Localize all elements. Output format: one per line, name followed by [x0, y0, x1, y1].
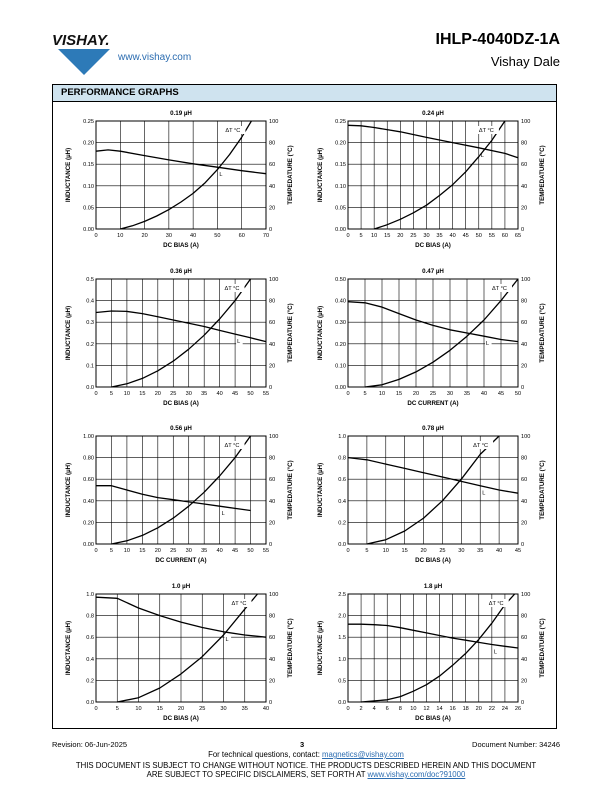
x-tick-label: 12 — [423, 706, 430, 712]
y2-tick-label: 80 — [269, 298, 276, 305]
y2-tick-label: 100 — [521, 434, 531, 440]
y-tick-label: 0.00 — [83, 542, 94, 548]
y2-tick-label: 0 — [521, 542, 525, 548]
website-link[interactable]: www.vishay.com — [118, 52, 192, 63]
y-tick-label: 0.00 — [335, 227, 346, 233]
y2-tick-label: 100 — [521, 592, 531, 598]
x-tick-label: 50 — [214, 233, 221, 239]
x-tick-label: 0 — [94, 706, 98, 712]
x-tick-label: 15 — [139, 548, 146, 554]
y2-tick-label: 80 — [521, 455, 528, 462]
y2-tick-label: 80 — [269, 455, 276, 462]
y2-tick-label: 20 — [269, 205, 276, 212]
y2-tick-label: 0 — [269, 385, 273, 391]
y-tick-label: 0.4 — [86, 298, 94, 305]
plot-frame — [96, 436, 266, 544]
y-tick-label: 0.05 — [335, 205, 346, 212]
contact-line — [0, 750, 612, 759]
delta-t-label: ΔT °C — [231, 601, 247, 607]
y2-tick-label: 60 — [269, 320, 276, 327]
y-tick-label: 0.5 — [86, 277, 94, 283]
delta-t-label: ΔT °C — [492, 286, 507, 292]
x-tick-label: 55 — [262, 391, 270, 397]
y2-tick-label: 0 — [269, 700, 273, 706]
x-tick-label: 15 — [139, 391, 146, 397]
l-label: L — [237, 339, 241, 346]
x-tick-label: 45 — [231, 548, 239, 554]
x-tick-label: 0 — [94, 391, 98, 397]
x-tick-label: 10 — [123, 548, 131, 554]
x-tick-label: 40 — [190, 233, 197, 239]
y2-tick-label: 80 — [521, 298, 528, 305]
y-tick-label: 0.6 — [86, 635, 94, 642]
y2-tick-label: 60 — [269, 477, 276, 484]
x-tick-label: 16 — [449, 706, 456, 712]
graph-0-56uh — [58, 419, 303, 569]
y-tick-label: 0.4 — [86, 656, 94, 663]
x-tick-label: 20 — [420, 548, 427, 554]
y-tick-label: 2.0 — [338, 613, 346, 620]
y-tick-label: 0.0 — [338, 542, 346, 548]
y-tick-label: 1.0 — [338, 656, 346, 663]
x-tick-label: 40 — [216, 391, 223, 397]
y2-tick-label: 80 — [269, 140, 276, 147]
x-tick-label: 14 — [436, 706, 443, 712]
x-tick-label: 15 — [384, 233, 391, 239]
x-axis-label: DC BIAS (A) — [415, 557, 451, 564]
y-axis-label: INDUCTANCE (µH) — [317, 305, 324, 361]
x-tick-label: 5 — [115, 706, 119, 712]
y2-tick-label: 80 — [269, 613, 276, 620]
y-axis-label: INDUCTANCE (µH) — [65, 305, 72, 361]
y2-tick-label: 0 — [521, 700, 525, 706]
x-tick-label: 5 — [359, 233, 363, 239]
y-tick-label: 0.3 — [86, 320, 94, 327]
delta-t-label: ΔT °C — [478, 128, 494, 134]
y2-tick-label: 60 — [521, 477, 528, 484]
x-tick-label: 30 — [185, 391, 192, 397]
y2-tick-label: 20 — [269, 678, 276, 685]
x-tick-label: 5 — [363, 391, 367, 397]
x-axis-label: DC CURRENT (A) — [155, 557, 207, 564]
y2-tick-label: 100 — [269, 592, 279, 598]
y2-tick-label: 40 — [269, 498, 276, 505]
x-axis-label: DC CURRENT (A) — [407, 400, 459, 407]
vishay-logo — [52, 28, 116, 76]
logo-wordmark: VISHAY. — [52, 32, 110, 49]
logo-triangle-icon — [58, 49, 110, 75]
plot-frame — [348, 121, 518, 229]
y-tick-label: 1.5 — [338, 635, 346, 642]
x-tick-label: 35 — [477, 548, 484, 554]
temperature-rise-curve — [365, 279, 518, 387]
y2-tick-label: 0 — [269, 227, 273, 233]
x-tick-label: 50 — [247, 391, 254, 397]
y2-tick-label: 40 — [521, 656, 528, 663]
x-tick-label: 55 — [262, 548, 270, 554]
brand-name: Vishay Dale — [490, 54, 560, 69]
contact-prefix: For technical questions, contact: — [208, 750, 323, 759]
graph-0-78uh — [310, 419, 555, 569]
y-tick-label: 0.00 — [335, 385, 346, 391]
x-tick-label: 40 — [449, 233, 456, 239]
y2-tick-label: 20 — [521, 363, 528, 370]
inductance-curve — [348, 458, 518, 494]
delta-t-label: ΔT °C — [225, 128, 241, 134]
y2-tick-label: 60 — [521, 162, 528, 169]
l-label: L — [221, 511, 225, 518]
delta-t-label: ΔT °C — [224, 443, 240, 449]
y-tick-label: 0.4 — [338, 498, 346, 505]
x-tick-label: 15 — [156, 706, 163, 712]
x-tick-label: 20 — [154, 391, 161, 397]
x-tick-label: 25 — [170, 548, 177, 554]
y-tick-label: 2.5 — [338, 592, 346, 598]
x-tick-label: 30 — [446, 391, 454, 397]
y2-tick-label: 60 — [269, 635, 276, 642]
l-label: L — [486, 341, 490, 348]
y-tick-label: 0.0 — [86, 700, 94, 706]
y2-tick-label: 40 — [269, 183, 276, 190]
y2-axis-label: TEMPEDATURE (°C) — [287, 145, 294, 205]
y-axis-label: INDUCTANCE (µH) — [317, 462, 324, 518]
x-tick-label: 26 — [514, 706, 522, 712]
y-tick-label: 0.40 — [335, 298, 346, 305]
y2-tick-label: 40 — [521, 341, 528, 348]
y2-axis-label: TEMPEDATURE (°C) — [539, 145, 546, 205]
x-tick-label: 50 — [247, 548, 254, 554]
x-tick-label: 45 — [497, 391, 505, 397]
y2-axis-label: TEMPEDATURE (°C) — [539, 303, 546, 363]
inductance-curve — [96, 311, 266, 342]
page-number: 3 — [300, 740, 305, 749]
y2-tick-label: 0 — [521, 385, 525, 391]
y-tick-label: 0.0 — [86, 385, 94, 391]
x-tick-label: 0 — [94, 548, 98, 554]
y-tick-label: 0.0 — [338, 700, 346, 706]
x-tick-label: 10 — [378, 391, 386, 397]
y2-tick-label: 20 — [269, 520, 276, 527]
chart-title: 0.19 µH — [170, 110, 192, 117]
x-tick-label: 20 — [475, 706, 482, 712]
y2-tick-label: 60 — [521, 320, 528, 327]
y-tick-label: 1.00 — [83, 434, 94, 440]
y2-tick-label: 60 — [521, 635, 528, 642]
x-tick-label: 0 — [346, 706, 350, 712]
y2-tick-label: 100 — [269, 119, 279, 125]
chart-title: 0.47 µH — [422, 268, 444, 275]
y2-axis-label: TEMPEDATURE (°C) — [287, 303, 294, 363]
y-tick-label: 0.15 — [83, 162, 94, 169]
temperature-rise-curve — [112, 436, 251, 544]
x-tick-label: 5 — [109, 548, 114, 554]
y-tick-label: 0.8 — [338, 455, 346, 462]
y2-tick-label: 20 — [269, 363, 276, 370]
y2-tick-label: 100 — [521, 277, 531, 283]
x-tick-label: 18 — [462, 706, 469, 712]
y-tick-label: 0.6 — [338, 477, 346, 484]
y2-tick-label: 20 — [521, 520, 528, 527]
y-tick-label: 0.1 — [86, 363, 94, 370]
y-tick-label: 0.80 — [83, 455, 94, 462]
x-tick-label: 20 — [141, 233, 148, 239]
y-tick-label: 0.20 — [335, 341, 346, 348]
x-tick-label: 25 — [429, 391, 437, 397]
y-tick-label: 0.8 — [86, 613, 94, 620]
x-tick-label: 30 — [458, 548, 465, 554]
inductance-curve — [348, 624, 518, 648]
x-tick-label: 22 — [488, 706, 495, 712]
y2-axis-label: TEMPEDATURE (°C) — [539, 460, 546, 520]
y2-tick-label: 40 — [521, 498, 528, 505]
x-tick-label: 20 — [412, 391, 420, 397]
x-tick-label: 2 — [359, 706, 363, 712]
x-tick-label: 0 — [346, 391, 350, 397]
y2-tick-label: 0 — [521, 227, 525, 233]
l-label: L — [225, 636, 229, 643]
y-tick-label: 0.00 — [83, 227, 94, 233]
y-tick-label: 0.5 — [338, 678, 346, 685]
graph-0-47uh — [310, 262, 555, 412]
l-label: L — [482, 490, 486, 497]
disclaimer-line-2 — [0, 770, 612, 779]
x-tick-label: 35 — [463, 391, 471, 397]
delta-t-label: ΔT °C — [224, 286, 240, 292]
y-tick-label: 0.20 — [83, 140, 94, 147]
y-tick-label: 0.40 — [83, 498, 94, 505]
y-tick-label: 0.10 — [335, 183, 346, 190]
y-tick-label: 0.10 — [83, 183, 94, 190]
l-label: L — [219, 172, 223, 179]
y-tick-label: 0.05 — [83, 205, 94, 212]
x-tick-label: 10 — [117, 233, 124, 239]
x-tick-label: 30 — [220, 706, 227, 712]
x-tick-label: 45 — [514, 548, 522, 554]
chart-title: 1.8 µH — [423, 583, 443, 590]
x-tick-label: 10 — [410, 706, 417, 712]
x-tick-label: 30 — [165, 233, 172, 239]
x-tick-label: 0 — [346, 548, 350, 554]
disclaimer-link[interactable]: www.vishay.com/doc?91000 — [367, 770, 466, 779]
y2-tick-label: 0 — [269, 542, 273, 548]
disclaimer-line-1: THIS DOCUMENT IS SUBJECT TO CHANGE WITHOUT NOTICE. THE PRODUCTS DESCRIBED HEREIN AND THIS DOCUMENT — [75, 761, 537, 770]
y-tick-label: 0.50 — [335, 277, 346, 283]
y2-tick-label: 20 — [521, 205, 528, 212]
y2-tick-label: 80 — [521, 140, 528, 147]
x-tick-label: 45 — [462, 233, 469, 239]
y-axis-label: INDUCTANCE (µH) — [317, 620, 324, 676]
x-tick-label: 40 — [495, 548, 503, 554]
y-tick-label: 0.10 — [335, 363, 346, 370]
chart-title: 0.78 µH — [422, 425, 444, 432]
x-tick-label: 24 — [501, 706, 509, 712]
y-axis-label: INDUCTANCE (µH) — [65, 620, 72, 676]
x-tick-label: 40 — [262, 706, 270, 712]
x-tick-label: 35 — [201, 548, 208, 554]
x-tick-label: 25 — [410, 233, 417, 239]
x-axis-label: DC BIAS (A) — [415, 242, 451, 249]
graph-0-19uh — [58, 104, 303, 254]
x-tick-label: 10 — [123, 391, 131, 397]
x-tick-label: 0 — [346, 233, 350, 239]
l-label: L — [480, 152, 484, 159]
x-tick-label: 6 — [385, 706, 389, 712]
y-tick-label: 0.15 — [335, 162, 346, 169]
x-tick-label: 20 — [177, 706, 185, 712]
x-tick-label: 30 — [185, 548, 192, 554]
x-tick-label: 50 — [514, 391, 522, 397]
x-tick-label: 5 — [365, 548, 369, 554]
document-number: Document Number: 34246 — [472, 740, 560, 749]
y-tick-label: 0.20 — [335, 140, 346, 147]
disclaimer-prefix: ARE SUBJECT TO SPECIFIC DISCLAIMERS, SET FORTH AT — [146, 770, 368, 779]
x-tick-label: 40 — [480, 391, 488, 397]
x-tick-label: 35 — [241, 706, 248, 712]
y-tick-label: 0.2 — [86, 678, 94, 685]
graph-1-8uh — [310, 577, 555, 727]
y2-axis-label: TEMPEDATURE (°C) — [287, 618, 294, 678]
x-tick-label: 8 — [398, 706, 402, 712]
chart-title: 0.56 µH — [170, 425, 192, 432]
chart-title: 0.36 µH — [170, 268, 192, 275]
x-tick-label: 55 — [488, 233, 495, 239]
y-axis-label: INDUCTANCE (µH) — [65, 462, 72, 518]
x-tick-label: 20 — [397, 233, 404, 239]
x-tick-label: 4 — [372, 706, 376, 712]
graph-0-24uh — [310, 104, 555, 254]
y2-tick-label: 80 — [521, 613, 528, 620]
y2-tick-label: 40 — [269, 341, 276, 348]
x-tick-label: 25 — [439, 548, 446, 554]
graph-1-0uh — [58, 577, 303, 727]
y-tick-label: 0.30 — [335, 320, 346, 327]
y-tick-label: 0.2 — [86, 341, 94, 348]
plot-frame — [348, 594, 518, 702]
y-tick-label: 1.0 — [86, 592, 94, 598]
l-label: L — [493, 649, 497, 656]
y2-tick-label: 60 — [269, 162, 276, 169]
temperature-rise-curve — [367, 436, 499, 544]
x-tick-label: 10 — [382, 548, 389, 554]
x-axis-label: DC BIAS (A) — [163, 715, 199, 722]
y-tick-label: 0.60 — [83, 477, 94, 484]
x-tick-label: 45 — [231, 391, 239, 397]
y2-tick-label: 40 — [269, 656, 276, 663]
y-tick-label: 0.2 — [338, 520, 346, 527]
y-tick-label: 0.25 — [83, 119, 94, 125]
x-tick-label: 10 — [135, 706, 142, 712]
part-number: IHLP-4040DZ-1A — [435, 31, 560, 48]
x-tick-label: 30 — [423, 233, 430, 239]
plot-frame — [96, 121, 266, 229]
y2-tick-label: 100 — [269, 277, 279, 283]
x-tick-label: 5 — [109, 391, 114, 397]
x-tick-label: 25 — [170, 391, 177, 397]
delta-t-label: ΔT °C — [473, 443, 489, 449]
x-tick-label: 35 — [436, 233, 443, 239]
x-tick-label: 35 — [201, 391, 208, 397]
x-tick-label: 20 — [154, 548, 161, 554]
temperature-rise-curve — [120, 121, 251, 229]
y-tick-label: 0.20 — [83, 520, 94, 527]
x-tick-label: 60 — [238, 233, 245, 239]
x-axis-label: DC BIAS (A) — [163, 400, 199, 407]
y2-axis-label: TEMPEDATURE (°C) — [539, 618, 546, 678]
contact-email-link[interactable]: magnetics@vishay.com — [322, 750, 404, 759]
x-tick-label: 70 — [262, 233, 270, 239]
y2-tick-label: 100 — [269, 434, 279, 440]
x-axis-label: DC BIAS (A) — [415, 715, 451, 722]
section-title: PERFORMANCE GRAPHS — [61, 87, 179, 98]
y2-tick-label: 100 — [521, 119, 531, 125]
x-tick-label: 50 — [475, 233, 482, 239]
inductance-curve — [96, 150, 266, 174]
chart-title: 0.24 µH — [422, 110, 444, 117]
x-tick-label: 60 — [501, 233, 509, 239]
section-header — [53, 85, 556, 102]
x-tick-label: 65 — [514, 233, 522, 239]
plot-frame — [348, 436, 518, 544]
x-tick-label: 10 — [371, 233, 378, 239]
y2-tick-label: 40 — [521, 183, 528, 190]
x-tick-label: 25 — [199, 706, 206, 712]
revision-date: Revision: 06-Jun-2025 — [52, 740, 128, 749]
x-tick-label: 15 — [401, 548, 408, 554]
x-tick-label: 40 — [216, 548, 223, 554]
y-axis-label: INDUCTANCE (µH) — [65, 147, 72, 203]
plot-frame — [96, 279, 266, 387]
y-axis-label: INDUCTANCE (µH) — [317, 147, 324, 203]
y-tick-label: 1.0 — [338, 434, 346, 440]
graph-0-36uh — [58, 262, 303, 412]
y2-axis-label: TEMPEDATURE (°C) — [287, 460, 294, 520]
chart-title: 1.0 µH — [171, 583, 191, 590]
delta-t-label: ΔT °C — [488, 601, 504, 607]
x-tick-label: 0 — [94, 233, 98, 239]
x-tick-label: 15 — [395, 391, 403, 397]
y-tick-label: 0.25 — [335, 119, 346, 125]
x-axis-label: DC BIAS (A) — [163, 242, 199, 249]
y2-tick-label: 20 — [521, 678, 528, 685]
